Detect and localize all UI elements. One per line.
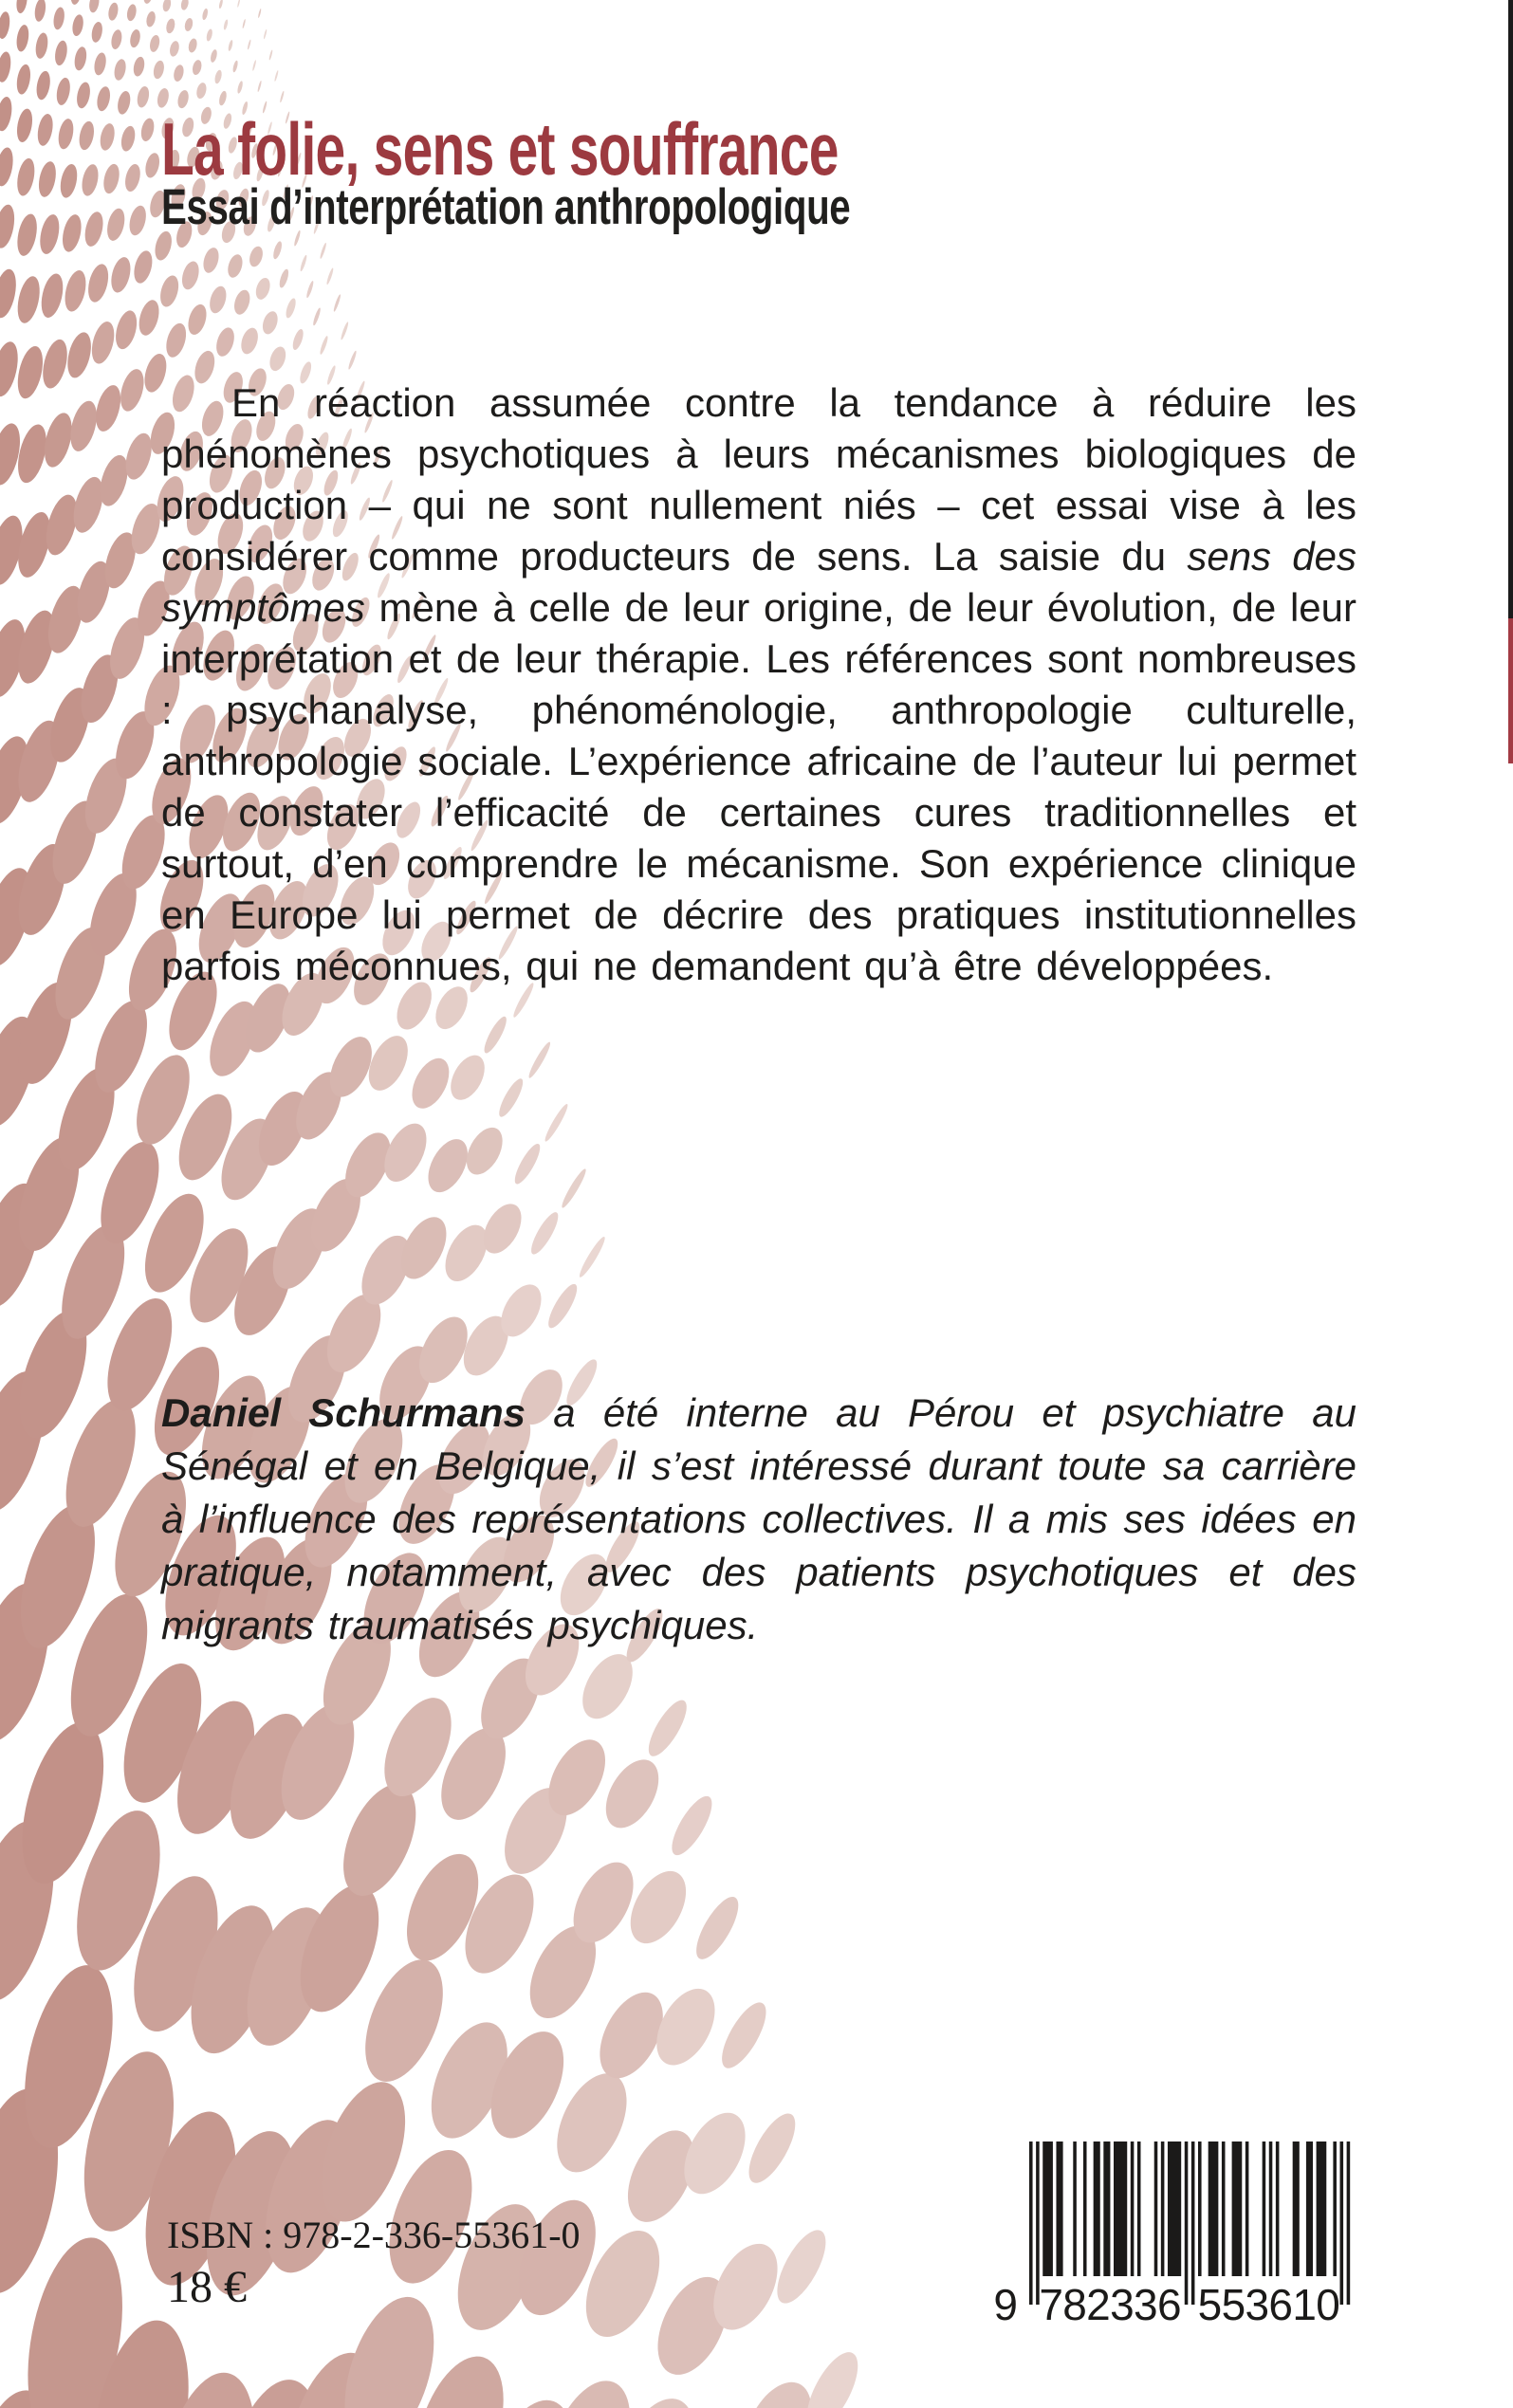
halftone-dot [340,322,349,340]
halftone-dot [740,2107,804,2190]
halftone-dot [88,0,101,13]
halftone-dot [231,288,252,317]
halftone-dot [120,124,138,152]
halftone-dot [110,28,123,50]
halftone-dot [93,51,108,76]
barcode-bar [1276,2141,1280,2276]
barcode-bar [1094,2141,1100,2276]
barcode-bar [1131,2141,1135,2276]
halftone-dot [58,162,80,199]
halftone-dot [274,70,279,82]
halftone-dot [15,64,32,96]
halftone-dot [77,119,96,151]
halftone-dot [136,85,151,109]
halftone-dot [179,259,202,291]
halftone-dot [325,267,334,285]
halftone-dot [526,1209,563,1258]
halftone-dot [238,325,261,356]
halftone-dot [223,19,229,30]
barcode-digits-right: 0 [1316,2280,1340,2329]
halftone-dot [80,163,101,198]
barcode-bar [1209,2141,1219,2276]
halftone-dot [526,1040,553,1080]
halftone-dot [328,2286,452,2408]
barcode-digits-left: 2 [1086,2280,1111,2329]
halftone-dot [173,64,186,83]
halftone-dot [101,162,122,194]
halftone-dot [55,77,72,106]
barcode-bar [1114,2141,1127,2276]
spine-edge-black [1508,0,1513,618]
halftone-dot [201,246,222,274]
halftone-dot [37,212,63,255]
halftone-dot [0,146,15,188]
halftone-dot [252,60,257,71]
halftone-dot [142,0,153,5]
halftone-dot [131,248,156,285]
barcode-digits-left: 6 [1156,2280,1182,2329]
barcode-bar [1185,2141,1189,2305]
halftone-dot [38,271,66,320]
halftone-dot [218,90,229,106]
book-subtitle: Essai d’interprétation anthropologique [161,179,851,235]
halftone-dot [201,8,209,20]
halftone-dot [559,1167,588,1209]
halftone-dot [53,40,68,66]
halftone-dot [163,321,190,359]
halftone-dot [139,117,157,142]
barcode-digits-left: 7 [1039,2280,1063,2329]
halftone-dot [148,34,160,53]
halftone-dot [60,212,84,253]
halftone-dot [180,0,190,10]
halftone-dot [75,81,92,109]
barcode-bar [1154,2141,1158,2276]
halftone-dot [117,366,148,414]
halftone-dot [82,210,105,248]
halftone-dot [15,24,30,52]
halftone-dot [14,274,44,325]
text-segment: a été interne au Pérou et psychiatre au Sénégal et en Belgique, il s’est intéressé durant toute sa carrière à l’influence des représentations collectives. Il a mis ses idées en pratique, notamment, avec des patients psychotiques et des migrants traumatisés psychiques. [161,1390,1356,1647]
halftone-dot [213,325,238,358]
halftone-dot [218,0,223,9]
halftone-dot [136,298,162,338]
halftone-dot [161,0,172,12]
barcode-digits-right: 5 [1197,2280,1223,2329]
barcode-bar [1056,2141,1062,2276]
barcode-bar [1191,2141,1195,2305]
halftone-dot [191,59,203,76]
halftone-dot [112,308,140,352]
barcode-bar [1137,2141,1141,2276]
halftone-dot [62,268,90,314]
halftone-dot [36,160,59,199]
halftone-dot [152,60,165,80]
barcode-bar [1245,2141,1249,2276]
halftone-dot [213,69,223,84]
halftone-dot [268,49,273,61]
barcode-bar [1232,2141,1243,2276]
halftone-dot [271,240,283,260]
halftone-dot [444,1050,491,1106]
halftone-dot [14,212,40,258]
halftone-dot [187,38,198,54]
barcode-bar [1198,2141,1202,2276]
halftone-dot [319,242,327,259]
halftone-dot [299,254,307,271]
halftone-dot [767,2223,835,2310]
halftone-dot [206,28,213,42]
barcode-bar [1340,2141,1344,2305]
barcode-bar [1333,2141,1337,2276]
halftone-dot [169,40,181,57]
halftone-dot [510,1141,544,1187]
halftone-dot [577,1235,608,1279]
halftone-dot [242,19,246,29]
halftone-dot [73,46,88,71]
halftone-dot [145,10,157,28]
halftone-dot [104,207,127,243]
halftone-dot [195,82,208,100]
barcode-bar [1222,2141,1226,2276]
halftone-dot [207,285,230,316]
halftone-dot [69,0,82,6]
halftone-dot [95,85,112,112]
halftone-dot [157,273,182,308]
halftone-dot [247,39,251,49]
halftone-dot [236,81,244,94]
halftone-dot [312,307,322,326]
halftone-dot [113,58,128,82]
halftone-dot [64,330,95,380]
halftone-dot [52,7,66,30]
synopsis-paragraph [161,377,1356,992]
barcode-bar [1168,2141,1181,2276]
halftone-dot [226,252,246,279]
barcode-digits-left: 3 [1110,2280,1135,2329]
halftone-dot [232,60,239,72]
halftone-dot [713,1996,774,2074]
halftone-dot [0,267,20,321]
halftone-dot [253,276,272,302]
halftone-dot [290,328,304,351]
halftone-dot [665,1791,720,1861]
barcode-bar [1029,2141,1033,2305]
halftone-dot [347,350,358,370]
halftone-dot [84,262,111,304]
spine-edge-red [1508,618,1513,763]
halftone-dot [143,152,162,179]
halftone-dot [122,162,142,193]
halftone-dot [126,4,138,22]
halftone-dot [132,56,146,78]
halftone-dot [14,156,37,197]
halftone-dot [258,9,262,18]
halftone-dot [248,245,266,268]
barcode-digits-right: 3 [1245,2280,1270,2329]
halftone-dot [90,21,104,44]
halftone-dot [0,203,17,249]
halftone-dot [319,335,329,355]
halftone-dot [15,0,28,14]
text-segment: mène à celle de leur origine, de leur évolution, de leur interprétation et de leur thérapie. Les références sont nombreuses : psychanalyse, phénoménologie, anthropologie culturelle, anthropologie sociale. L’expérience africaine de l’auteur lui permet de constater l’efficacité de certaines cures traditionnelles et surtout, d’en comprendre le mécanisme. Son expérience clinique en Europe lui permet de décrire des pratiques institutionnelles parfois méconnues, qui ne demandent qu’à être développées. [161,585,1356,988]
halftone-dot [184,17,194,32]
halftone-dot [333,294,341,312]
halftone-dot [14,107,34,143]
barcode-bar [1083,2141,1087,2276]
halftone-dot [129,28,142,48]
halftone-dot [481,1014,510,1056]
barcode-digits-right: 1 [1292,2280,1317,2329]
halftone-dot [165,18,176,34]
halftone-dot [88,320,119,366]
isbn-text: ISBN : 978-2-336-55361-0 [167,2214,581,2256]
halftone-dot [35,113,55,147]
halftone-dot [91,382,124,434]
barcode-bar [1042,2141,1053,2276]
halftone-dot [107,2,120,22]
halftone-dot [278,268,290,289]
halftone-dot [279,91,285,103]
halftone-dot [404,1052,456,1114]
halftone-dot [305,280,315,298]
text-segment: Daniel Schurmans [161,1390,526,1435]
halftone-dot [13,343,47,400]
halftone-dot [267,344,288,373]
halftone-dot [263,29,267,40]
barcode-bar [1347,2141,1351,2305]
halftone-dot [495,1075,526,1119]
halftone-dot [108,255,134,295]
halftone-dot [185,303,210,338]
barcode-digits-left: 8 [1062,2280,1087,2329]
halftone-dot [328,1774,430,1906]
halftone-dot [56,118,76,151]
barcode-bar [1317,2141,1327,2276]
halftone-dot [33,0,47,23]
barcode-digits-right: 5 [1221,2280,1246,2329]
halftone-dot [642,1695,693,1761]
book-title: La folie, sens et souffrance [161,107,839,191]
halftone-dot [0,50,12,83]
halftone-dot [544,1280,581,1332]
halftone-dot [595,1751,669,1837]
halftone-dot [98,122,117,152]
ean13-barcode [968,2115,1385,2343]
barcode-digit-first: 9 [993,2280,1018,2329]
barcode-bar [1161,2141,1165,2276]
barcode-bar [1103,2141,1110,2276]
barcode-bar [1269,2141,1273,2276]
barcode-digits-right: 6 [1268,2280,1294,2329]
halftone-dot [0,96,14,133]
halftone-dot [689,1891,747,1965]
halftone-dot [210,48,218,63]
barcode-bar [1263,2141,1266,2276]
barcode-digits-left: 3 [1134,2280,1158,2329]
text-segment: sens des symptômes [161,534,1357,630]
halftone-dot [260,309,280,336]
barcode-bar [1293,2141,1300,2276]
halftone-dot [237,0,241,8]
halftone-dot [34,70,52,101]
halftone-dot [284,297,297,319]
halftone-dot [39,337,72,391]
price-text: 18 € [167,2262,247,2312]
halftone-dot [257,81,262,93]
author-bio-paragraph [161,1387,1356,1652]
halftone-dot [71,13,85,37]
halftone-dot [0,10,11,39]
halftone-dot [543,1102,571,1143]
text-segment: En réaction assumée contre la tendance à réduire les phénomènes psychotiques à leurs mécanismes biologiques de production – qui ne sont nullement niés – cet essai vise à les considérer comme producteurs de sens. La saisie du [161,380,1356,579]
barcode-bar [1306,2141,1313,2276]
halftone-dot [127,204,149,237]
halftone-dot [34,32,49,60]
halftone-dot [116,90,132,116]
halftone-dot [228,40,233,52]
barcode-bar [1073,2141,1077,2276]
